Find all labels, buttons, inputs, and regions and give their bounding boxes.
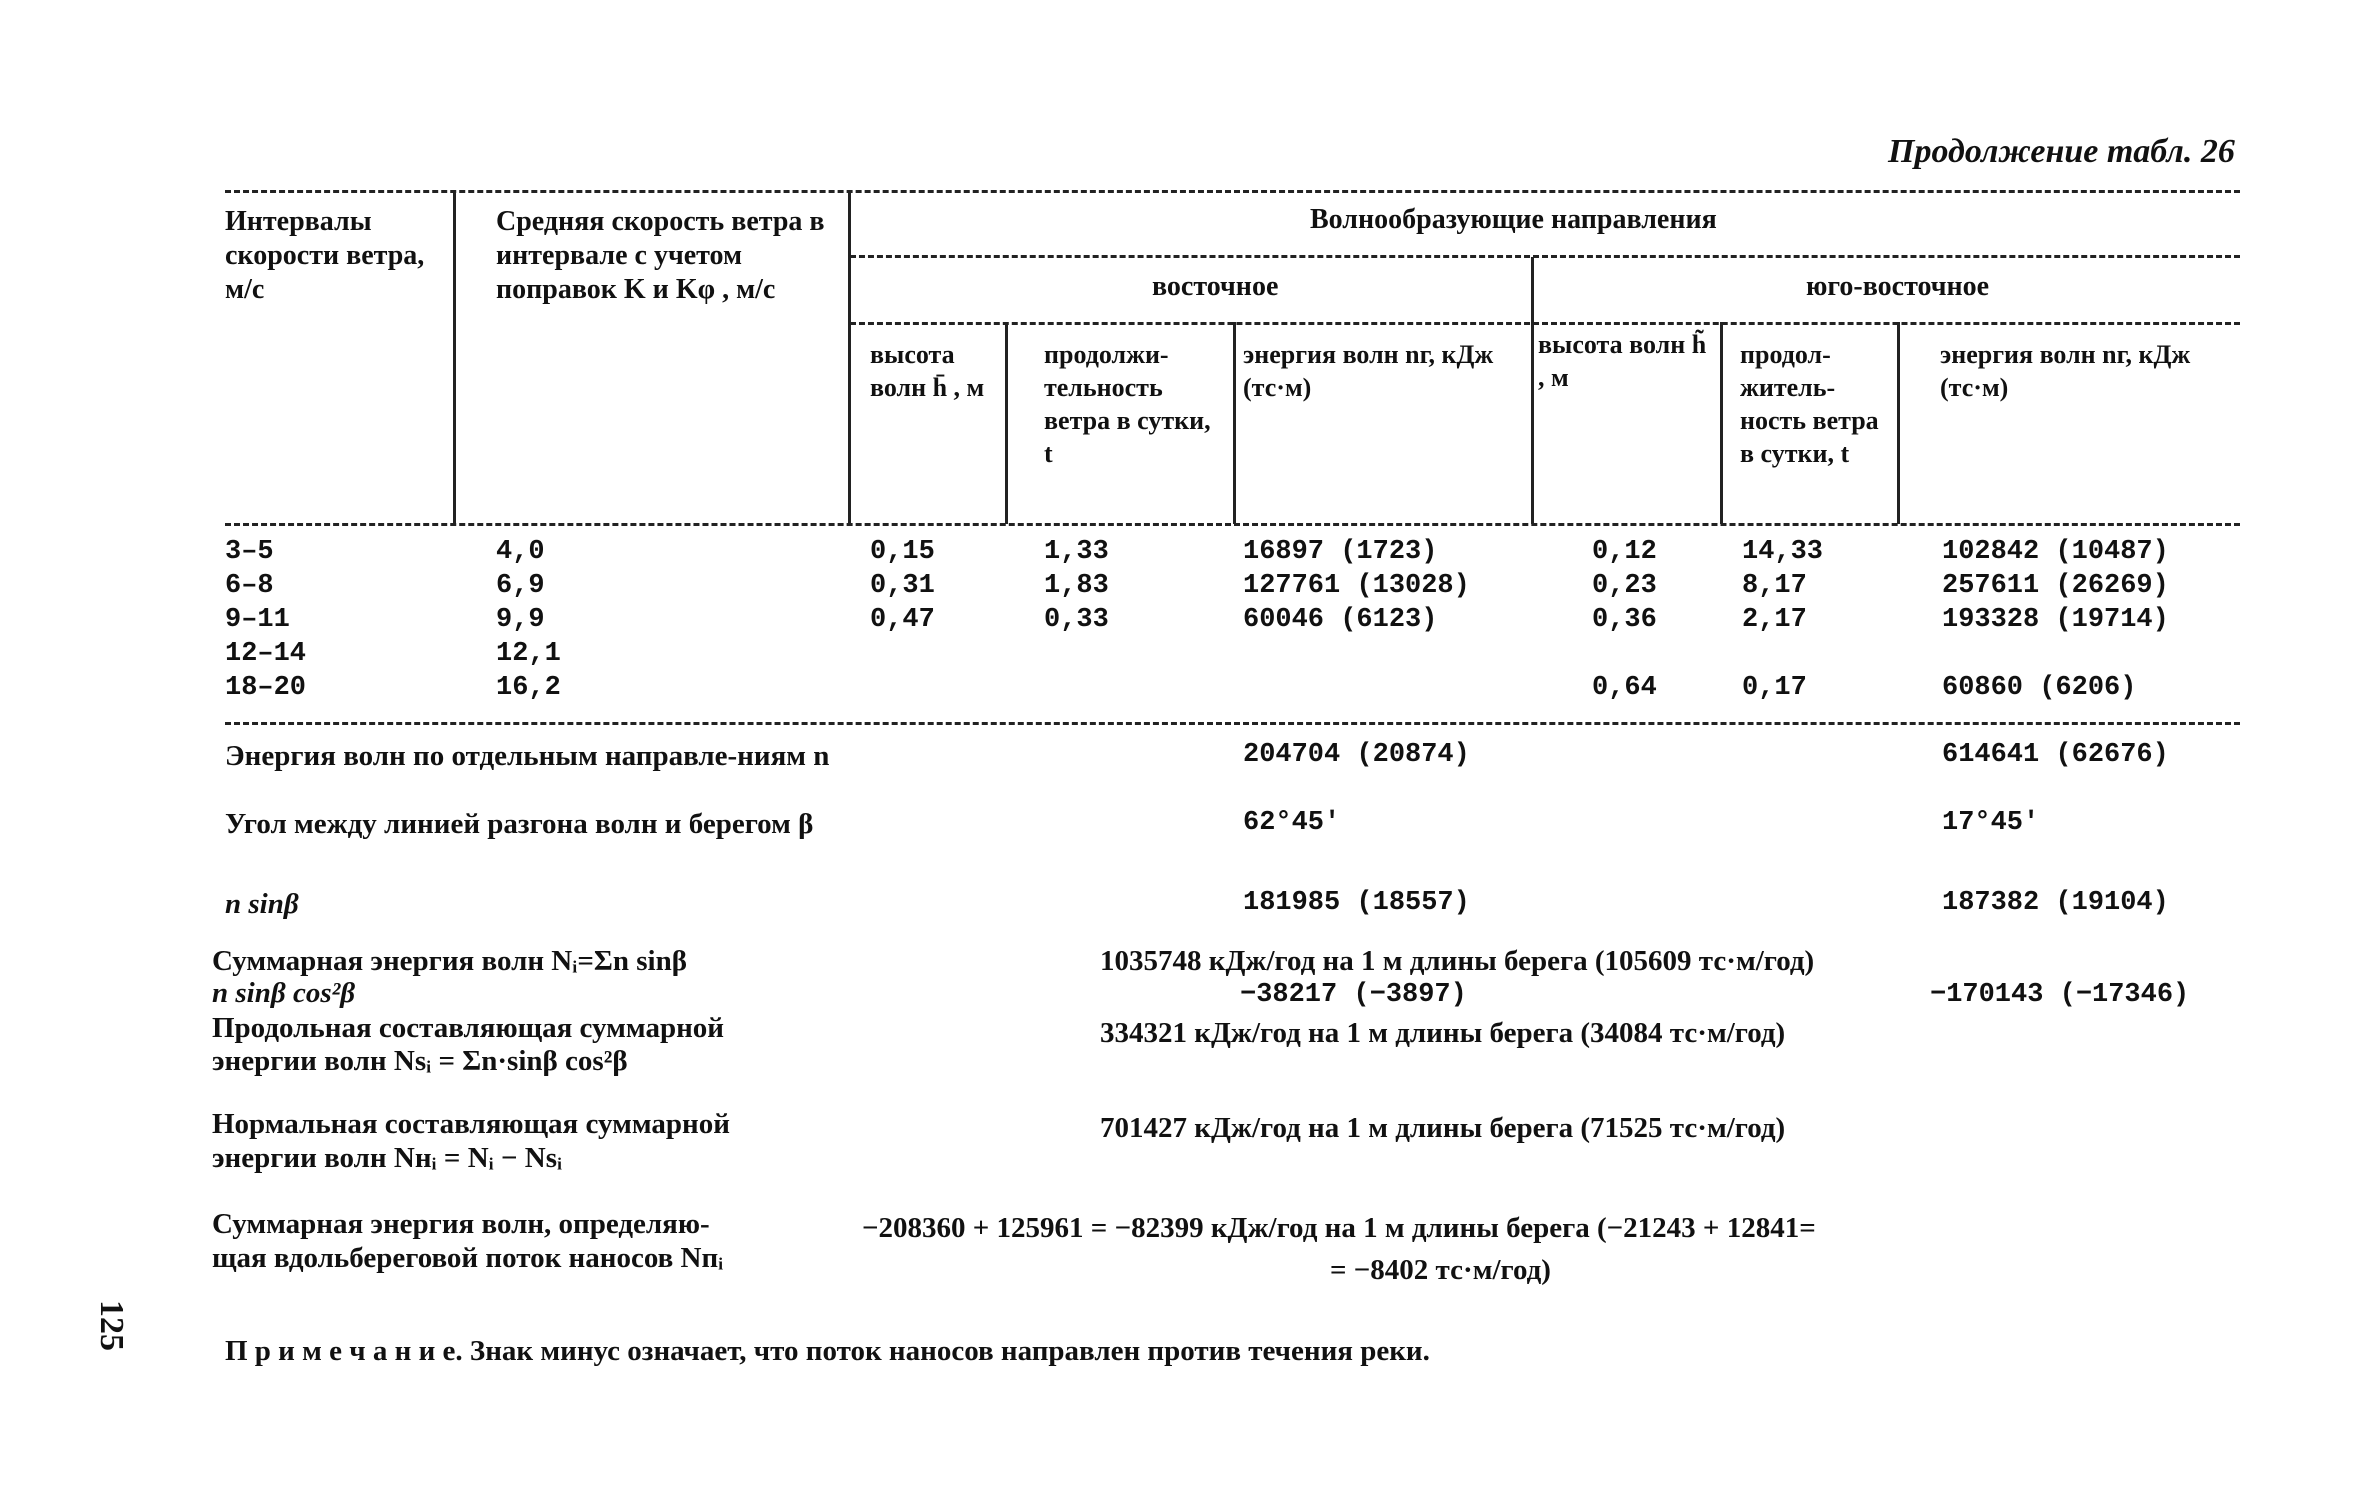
- cell-se-energy: 193328 (19714): [1942, 605, 2169, 635]
- cell-interval: 18–20: [225, 673, 307, 703]
- cell-east-duration: 0,33: [1044, 605, 1109, 635]
- cell-speed: 4,0: [496, 537, 545, 567]
- cell-se-duration: 0,17: [1742, 673, 1807, 703]
- cell-interval: 12–14: [225, 639, 307, 669]
- header-wave-directions: Волнообразующие направления: [1310, 204, 1717, 235]
- header-se-energy: энергия волн nг, кДж (тс·м): [1940, 340, 2191, 402]
- cos-east: −38217 (−3897): [1240, 980, 1467, 1010]
- normal-label-1: Нормальная составляющая суммарной: [212, 1108, 730, 1140]
- cell-se-height: 0,64: [1592, 673, 1657, 703]
- cos-label: n sinβ cos²β: [212, 977, 356, 1009]
- longitudinal-label-2: энергии волн Nsᵢ = Σn·sinβ cos²β: [212, 1045, 628, 1077]
- drift-value-2: = −8402 тс·м/год): [1330, 1254, 1551, 1286]
- header-intervals: Интервалы скорости ветра, м/с: [225, 206, 425, 305]
- cell-east-energy: 16897 (1723): [1243, 537, 1438, 567]
- drift-value-1: −208360 + 125961 = −82399 кДж/год на 1 м длины берега (−21243 + 12841=: [862, 1212, 1816, 1244]
- cell-interval: 9–11: [225, 605, 290, 635]
- total-energy-label: Суммарная энергия волн Nᵢ=Σn sinβ: [212, 945, 687, 977]
- angle-east: 62°45': [1243, 808, 1341, 838]
- cell-speed: 12,1: [496, 639, 561, 669]
- cell-east-height: 0,15: [870, 537, 935, 567]
- table-top-rule: [225, 190, 2240, 193]
- subdirs-rule: [850, 322, 2240, 325]
- divider-2: [848, 192, 851, 524]
- energy-by-direction-label: Энергия волн по отдельным направле-ниям n: [225, 740, 830, 772]
- cell-se-energy: 257611 (26269): [1942, 571, 2169, 601]
- cell-speed: 16,2: [496, 673, 561, 703]
- header-east-energy: энергия волн nг, кДж (тс·м): [1243, 340, 1494, 402]
- header-east-height: высота волн h̄ , м: [870, 340, 985, 402]
- header-se-duration: продол-житель-ность ветра в сутки, t: [1740, 340, 1879, 468]
- divider-s2: [1897, 322, 1900, 524]
- header-se-height: высота волн h̃ , м: [1538, 330, 1707, 392]
- cell-se-duration: 2,17: [1742, 605, 1807, 635]
- continuation-caption: Продолжение табл. 26: [1888, 133, 2235, 170]
- header-southeast: юго-восточное: [1806, 271, 1990, 302]
- cos-se: −170143 (−17346): [1930, 980, 2190, 1010]
- cell-speed: 9,9: [496, 605, 545, 635]
- cell-se-height: 0,12: [1592, 537, 1657, 567]
- divider-e1: [1005, 322, 1008, 524]
- angle-label: Угол между линией разгона волн и берегом β: [225, 808, 814, 840]
- normal-label-2: энергии волн Nнᵢ = Nᵢ − Nsᵢ: [212, 1142, 563, 1174]
- angle-se: 17°45': [1942, 808, 2040, 838]
- cell-se-energy: 102842 (10487): [1942, 537, 2169, 567]
- cell-interval: 3–5: [225, 537, 274, 567]
- header-east: восточное: [1152, 271, 1279, 302]
- cell-east-duration: 1,33: [1044, 537, 1109, 567]
- cell-east-height: 0,47: [870, 605, 935, 635]
- cell-se-height: 0,23: [1592, 571, 1657, 601]
- normal-value: 701427 кДж/год на 1 м длины берега (71525 тс·м/год): [1100, 1112, 1786, 1144]
- divider-dir: [1531, 257, 1534, 524]
- nsin-se: 187382 (19104): [1942, 888, 2169, 918]
- cell-se-height: 0,36: [1592, 605, 1657, 635]
- body-bottom-rule: [225, 722, 2240, 725]
- cell-east-duration: 1,83: [1044, 571, 1109, 601]
- cell-east-energy: 60046 (6123): [1243, 605, 1438, 635]
- cell-se-energy: 60860 (6206): [1942, 673, 2137, 703]
- divider-1: [453, 192, 456, 524]
- page-number: 125: [93, 1300, 130, 1351]
- cell-se-duration: 14,33: [1742, 537, 1824, 567]
- divider-s1: [1720, 322, 1723, 524]
- cell-east-energy: 127761 (13028): [1243, 571, 1470, 601]
- energy-by-direction-se: 614641 (62676): [1942, 740, 2169, 770]
- header-avg-speed: Средняя скорость ветра в интервале с учетом поправок K и Kφ , м/с: [496, 206, 825, 305]
- total-energy-value: 1035748 кДж/год на 1 м длины берега (105609 тс·м/год): [1100, 945, 1815, 977]
- nsin-label: n sinβ: [225, 888, 299, 920]
- longitudinal-value: 334321 кДж/год на 1 м длины берега (34084 тс·м/год): [1100, 1017, 1786, 1049]
- footnote: П р и м е ч а н и е. Знак минус означает, что поток наносов направлен против течения реки.: [225, 1335, 1430, 1367]
- divider-e2: [1233, 322, 1236, 524]
- dirs-rule: [850, 255, 2240, 258]
- nsin-east: 181985 (18557): [1243, 888, 1470, 918]
- drift-label-2: щая вдольбереговой поток наносов Nпᵢ: [212, 1242, 724, 1274]
- cell-east-height: 0,31: [870, 571, 935, 601]
- longitudinal-label-1: Продольная составляющая суммарной: [212, 1012, 725, 1044]
- drift-label-1: Суммарная энергия волн, определяю-: [212, 1208, 710, 1240]
- cell-interval: 6–8: [225, 571, 274, 601]
- cell-speed: 6,9: [496, 571, 545, 601]
- energy-by-direction-east: 204704 (20874): [1243, 740, 1470, 770]
- header-east-duration: продолжи-тельность ветра в сутки, t: [1044, 340, 1211, 468]
- cell-se-duration: 8,17: [1742, 571, 1807, 601]
